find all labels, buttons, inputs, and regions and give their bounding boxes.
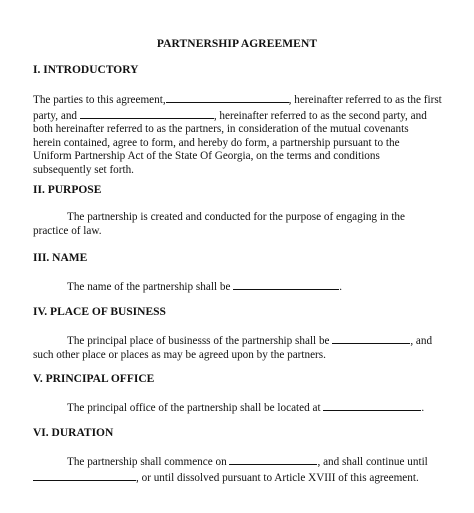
paragraph-purpose: [33, 211, 453, 238]
first-party-blank[interactable]: [166, 92, 289, 103]
commence-date-blank[interactable]: [229, 454, 317, 465]
office-text-1a: The principal office of the partnership shall be located at: [67, 402, 321, 414]
second-party-blank[interactable]: [80, 108, 214, 119]
duration-line-1: [33, 454, 453, 470]
intro-line-6: subsequently set forth.: [33, 163, 134, 176]
intro-line-1: [33, 92, 453, 108]
office-line-1: [33, 400, 453, 416]
intro-text-1b: , hereinafter referred to as the first: [288, 94, 442, 106]
intro-text-2a: party, and: [33, 109, 78, 122]
intro-line-2: [33, 108, 453, 124]
duration-text-2b: , or until dissolved pursuant to Article XVIII of this agreement.: [136, 471, 419, 484]
office-text-1b: .: [421, 402, 425, 414]
heading-purpose: II. PURPOSE: [33, 184, 102, 196]
heading-introductory: I. INTRODUCTORY: [33, 64, 139, 76]
place-text-1a: The principal place of businesss of the partnership shall be: [67, 335, 330, 347]
paragraph-principal-office: [33, 400, 453, 416]
name-text-1b: .: [339, 281, 342, 293]
intro-line-5: Uniform Partnership Act of the State Of Georgia, on the terms and conditions: [33, 150, 380, 163]
heading-principal-office: V. PRINCIPAL OFFICE: [33, 373, 155, 385]
heading-place-of-business: IV. PLACE OF BUSINESS: [33, 306, 166, 318]
intro-text-1a: The parties to this agreement,: [33, 94, 166, 106]
place-line-2: such other place or places as may be agreed upon by the partners.: [33, 348, 326, 361]
duration-text-1a: The partnership shall commence on: [67, 456, 227, 468]
purpose-line-2: practice of law.: [33, 224, 102, 237]
heading-name: III. NAME: [33, 252, 88, 264]
duration-line-2: [33, 470, 453, 486]
paragraph-introductory: [33, 92, 453, 178]
document-title: PARTNERSHIP AGREEMENT: [156, 38, 318, 50]
intro-line-4: herein contained, agree to form, and hereby do form, a partnership pursuant to the: [33, 136, 400, 149]
partnership-name-blank[interactable]: [233, 279, 339, 290]
name-line-1: [33, 279, 453, 295]
principal-office-blank[interactable]: [323, 400, 421, 411]
place-text-1b: , and: [410, 335, 433, 347]
end-date-blank[interactable]: [33, 470, 136, 481]
name-text-1a: The name of the partnership shall be: [67, 281, 231, 293]
purpose-line-1: The partnership is created and conducted for the purpose of engaging in the: [67, 211, 405, 223]
place-of-business-blank[interactable]: [332, 333, 410, 344]
duration-text-1b: , and shall continue until: [317, 456, 428, 468]
paragraph-name: [33, 279, 453, 295]
paragraph-duration: [33, 454, 453, 485]
intro-line-3: both hereinafter referred to as the partners, in consideration of the mutual covenants: [33, 123, 409, 136]
paragraph-place-of-business: [33, 333, 453, 362]
place-line-1: [33, 333, 453, 349]
intro-text-2b: , hereinafter referred to as the second party, and: [213, 109, 427, 122]
heading-duration: VI. DURATION: [33, 427, 114, 439]
